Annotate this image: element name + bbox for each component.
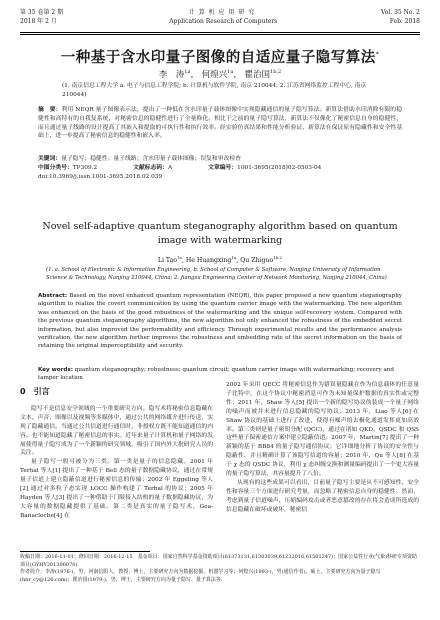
article-meta-cn (38, 155, 402, 181)
keywords-cn: 关键词：量子隐写；稳健性；量子线路；含水印量子载体图像；误复和审改检查 (38, 156, 241, 162)
affiliations-en: (1. a. School of Electronic & Information Engineering, b. School of Computer & Software, Nanjing University of Information Science & Technology, Nanjing 210044, China; 2. Jiangsu Engineering Center of Network Monitoring, Nanjing 210044, China) (46, 267, 387, 281)
author-he-huangxing-en: He Huangxing (185, 257, 232, 265)
abstract-label-cn: 摘 要： (38, 107, 62, 113)
author-qu-zhiguo-cn: 瞿治国 (244, 70, 271, 80)
author-li-tao-cn: 李 涛 (158, 70, 185, 80)
footnote (20, 554, 420, 584)
keywords-en: Key words: quantum steganography; robustness; quantum circuit; quantum carrier image with watermarking; recovery and tamper location (38, 367, 394, 382)
header-rule-bottom (20, 34, 420, 35)
article-number: 1001-3695(2018)02-0503-04 (237, 164, 322, 171)
abstract-text-en: Based on the novel enhanced quantum representation (NEQR), this paper proposed a new quantum steganography algorithm to realize the covert communication by using the quantum carrier image with the watermarking. The new algorithm was enhanced on the basis of the good robustness of the watermarking and the unique self-recovery system. Compared with the previous quantum steganography algorithms, the new algorithm not only enhanced the robustness of the embedded secret information, but also improved the performability and efficiency. Through experimental results and the performance analysis verification, the new algorithm further improves the robustness and embedding rate of the secret information on the basis of retaining the original imperceptibility and security. (38, 293, 402, 350)
body-column-right (226, 381, 419, 515)
classification-row: 中图分类号：TP309.2 文献标志码：A 文章编号：1001-3695(2018)02-0503-04 (38, 164, 322, 171)
authors-cn: 李 涛$^{1a}$， 何煌兴$^{1a}$， 瞿治国$^{1b,2}$ (158, 69, 282, 80)
body-column-left (20, 384, 213, 521)
date-en: Feb. 2018 (389, 18, 420, 25)
body-paragraph: 隐写不是信息安全领域的一个重要研究方向。隐写术将秘密信息隐藏在文本、声音、图像以及视频等多媒体中，通过公共的网络媒介进行传送，实现了隐藏通信。当通过公共信道进行通信时，非授权方既不能知道通信的内容，也不能知道隐藏了秘密信息的事实。近年来量子计算机和量子网络的发展使得量子隐写成为了一个新颖的研究领域，吸引了国内外大批研究人员的关注。 (20, 405, 213, 457)
footnote-rule (20, 551, 150, 552)
journal-name-cn: 计 算 机 应 用 研 究 (188, 9, 256, 16)
body-paragraph: 2002 年采用 QECC 将秘密信息作为错误量隐藏在作为信息载体的任意量子比特中，在这个协议中秘密消息可作为未知量保护数据的真实性或完整性；2011 年，Shaw 等人[5] 提出一个新的隐写协议伪装成一个量子网络的噪声而被并未进行信息隐藏的隐写协议；2013 年，Liao 等人[6] 在 Shaw 协议的基础上进行了改进，使得有噪声的去极化通道发挥更加高效率。第三类则是量子密钥分配 (QCC)，通过在诸如 QKD、QSDC 和 QSS 这些量子保密通信方案中建立隐蔽信道。2007 年，Martin[7] 提出了一种新颖的基于 BB84 的量子隐写通信协议；它详细地分析了协议的安全性与隐蔽性，并且精确计算了该隐写信道的容量；2010 年，Qu 等人[8] 在基于 χ 态的 QSDC 协议，利用 χ 态纠缠交换和测量编码提出了一个更大容量的量子隐写算法，其容量提升了八倍。 (226, 382, 419, 478)
abstract-label-en: Abstract: (38, 293, 68, 299)
footnote-received: 收稿日期：2016-11-01；修回日期：2016-12-15 基金项目：国家自然科学基金资助项目(61373131,61303039,61232016,61501247)；国家公益性行业(气象)科研专项资助项目(GYHY201306070) (20, 554, 418, 568)
abstract-en (38, 292, 402, 351)
affiliations-cn: (1. 南京信息工程大学 a. 电子与信息工程学院; b. 计算机与软件学院, 南京 210044; 2. 江苏省网络监控工程中心, 南京 210044) (62, 83, 367, 98)
date-cn: 2018 年 2 月 (20, 18, 57, 25)
doc-code: A (167, 164, 173, 171)
abstract-text-cn: 利用 NEQR 量子图像表示法，提出了一种低在含水印量子载体图像中实现隐藏通信的量子隐写算法。新算法借助水印消除有限的稳健性和高特有的自我复系统，对秘密信息的稳健性进行了全量修化。相比于之前的量子隐写算法，新算法不仅像化了秘密信息自身的稳健性，而且通过量子线路的设计提高了其嵌入和提取的可执行性和执行效率。经实验仿真结果和性能分析验证，新算法在保证原有隐藏性和安全性基础上，进一步提高了秘密信息的稳健性和嵌入率。 (38, 107, 402, 140)
body-paragraph: 从现有的这些成果可以看出，目前量子隐写主要是从不可感知性、安全性和容量三个方面进行研究考量，而忽略了秘密信息自身的稳健性。然而，考虑到量子信道噪声、压缩编码攻击或者恶意篡改的存在将会造成所选成的信息隐藏在破坏或破坏，秘密信 (226, 479, 419, 513)
header-rule-top (20, 32, 420, 33)
journal-name-en: Application Research of Computers (169, 18, 278, 25)
footnote-author-bio: 作者简介：李涛(1976-)，男，河南信阳人，教授，博士，主要研究方向为数据挖掘、机器学习等；何煌兴(1993-)，男(通信作者)，硕士，主要研究方向为量子隐写 (hnr_cy@126.com)；瞿治国(1979-)，男，博士，主要研究方向为量子隐写、量子算法等. (20, 569, 381, 583)
author-he-huangxing-cn: 何煌兴 (201, 70, 228, 80)
authors-en: Li Tao$^{1a}$, He Huangxing$^{1a}$, Qu Zhiguo$^{1b,2}$ (157, 255, 283, 265)
volume-cn: 第 35 卷第 2 期 (20, 9, 64, 16)
body-paragraph: 量子隐写一般可被分为三类。第一类是量子的信息隐藏。2001 年 Terhal 等人[1] 提出了一种基于 Bell 态的量子数据隐藏协议，通过在常规量子信道上建立隐蔽信道进行秘密信息的传输；2002 年 Eggeling 等人[2] 通过对多粒子态实现 LOCC 操作构建了 Terhal 的协议；2005 年 Hayden 等人[3] 提出了一种借助于门限接入结构的量子数据隐藏协议，为大容量的数据隐藏提供了基础。第二类是真实的量子隐写术，Gea-Banacloche[4] 在 (20, 459, 213, 519)
paper-title-cn: 一种基于含水印量子图像的自适应量子隐写算法* (60, 50, 380, 66)
clc-number: TP309.2 (72, 164, 98, 171)
paper-title-en: Novel self-adaptive quantum steganography algorithm based on quantum image with watermarking (42, 221, 398, 246)
doi-value: 10.3969/j.issn.1001-3695.2018.02.039 (49, 173, 163, 180)
author-li-tao-en: Li Tao (157, 257, 177, 265)
doi-line: doi:10.3969/j.issn.1001-3695.2018.02.039 (38, 173, 163, 180)
title-footnote-mark: * (375, 51, 380, 59)
abstract-cn (38, 106, 402, 141)
author-qu-zhiguo-en: Qu Zhiguo (240, 257, 274, 265)
section-heading-intro: 0 引言 (20, 387, 50, 396)
volume-en: Vol. 35 No. 2 (380, 9, 420, 16)
